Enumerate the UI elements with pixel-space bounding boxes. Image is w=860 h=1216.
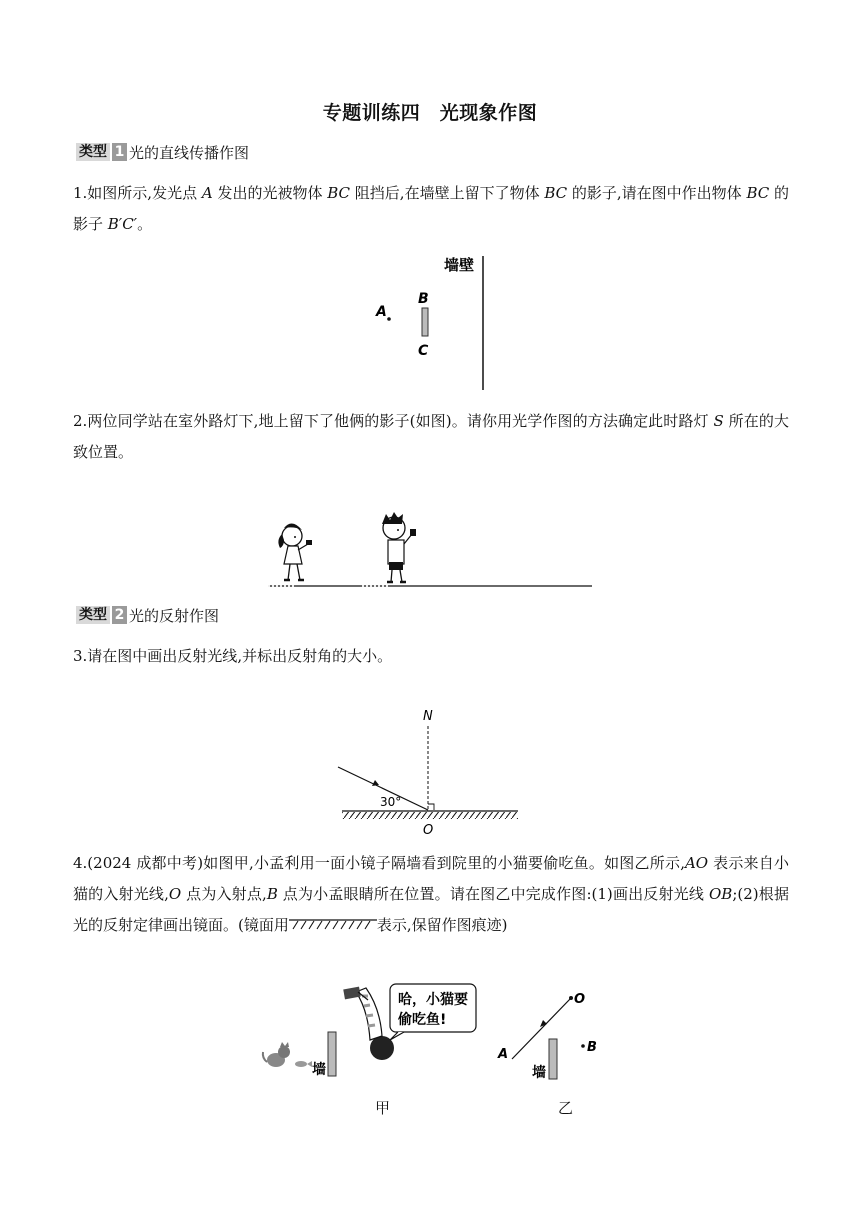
point-o-label: O <box>423 823 434 838</box>
angle-label: 30° <box>380 795 402 809</box>
right-angle-mark <box>428 804 434 810</box>
wall-block-yi <box>549 1039 557 1079</box>
point-a-label: A <box>498 1047 509 1062</box>
section-header-2 <box>76 605 219 625</box>
section-title: 光的直线传播作图 <box>129 143 250 162</box>
point-b <box>581 1044 585 1048</box>
girl-figure <box>278 523 312 580</box>
mirror-hatch <box>342 812 518 819</box>
incident-ray-ao <box>512 998 571 1059</box>
point-c-label: C <box>418 343 429 359</box>
section-title: 光的反射作图 <box>129 606 220 625</box>
caption-yi: 乙 <box>558 1099 574 1117</box>
section-header-1 <box>76 142 249 162</box>
point-a-label: A <box>376 304 387 320</box>
type-number: 2 <box>112 606 127 624</box>
type-word: 类型 <box>76 606 110 624</box>
boy-figure <box>382 512 416 582</box>
person-figure <box>343 987 394 1060</box>
type-number: 1 <box>112 143 127 161</box>
wall-label-yi: 墙 <box>532 1065 546 1081</box>
fish-icon <box>295 1061 312 1067</box>
figure-1-shadow <box>360 250 510 395</box>
wall-label-jia: 墙 <box>312 1062 326 1078</box>
cat-figure <box>263 1042 290 1067</box>
mirror-symbol-icon <box>289 917 377 931</box>
figure-4-yi <box>490 985 610 1085</box>
speech-bubble <box>390 984 476 1040</box>
normal-label: N <box>423 709 433 724</box>
question-2: 2.两位同学站在室外路灯下,地上留下了他俩的影子(如图)。请你用光学作图的方法确定此时路灯 S 所在的大致位置。 <box>73 412 789 461</box>
figure-2-students <box>262 500 598 592</box>
question-3: 3.请在图中画出反射光线,并标出反射角的大小。 <box>73 647 393 665</box>
type-badge <box>76 143 127 161</box>
point-o <box>569 996 573 1000</box>
type-badge <box>76 606 127 624</box>
wall-label: 墙壁 <box>444 256 475 274</box>
point-a <box>387 317 391 321</box>
figure-3-reflection <box>332 706 528 838</box>
figure-4-jia <box>258 978 480 1086</box>
point-b-label: B <box>418 291 429 307</box>
speech-line-2: 偷吃鱼! <box>398 1012 447 1028</box>
type-word: 类型 <box>76 143 110 161</box>
incident-arrow <box>372 780 379 786</box>
point-b-label: B <box>587 1040 597 1055</box>
object-bc <box>422 308 428 336</box>
question-1: 1.如图所示,发光点 A 发出的光被物体 BC 阻挡后,在墙壁上留下了物体 BC 的影子,请在图中作出物体 BC 的影子 B′C′。 <box>73 184 789 233</box>
point-o-label: O <box>574 992 586 1007</box>
wall-block-jia <box>328 1032 336 1076</box>
speech-line-1: 哈，小猫要 <box>398 992 468 1008</box>
question-4: 4.(2024 成都中考)如图甲,小孟利用一面小镜子隔墙看到院里的小猫要偷吃鱼。如图乙所示,AO 表示来自小猫的入射光线,O 点为入射点,B 点为小孟眼睛所在位置。请在图乙中完成作图:(1)画出反射光线 OB;(2)根据光的反射定律画出镜面。(镜面用 表示,保留作图痕迹) <box>73 854 789 934</box>
caption-jia: 甲 <box>375 1099 391 1117</box>
page-title: 专题训练四 光现象作图 <box>322 102 538 124</box>
